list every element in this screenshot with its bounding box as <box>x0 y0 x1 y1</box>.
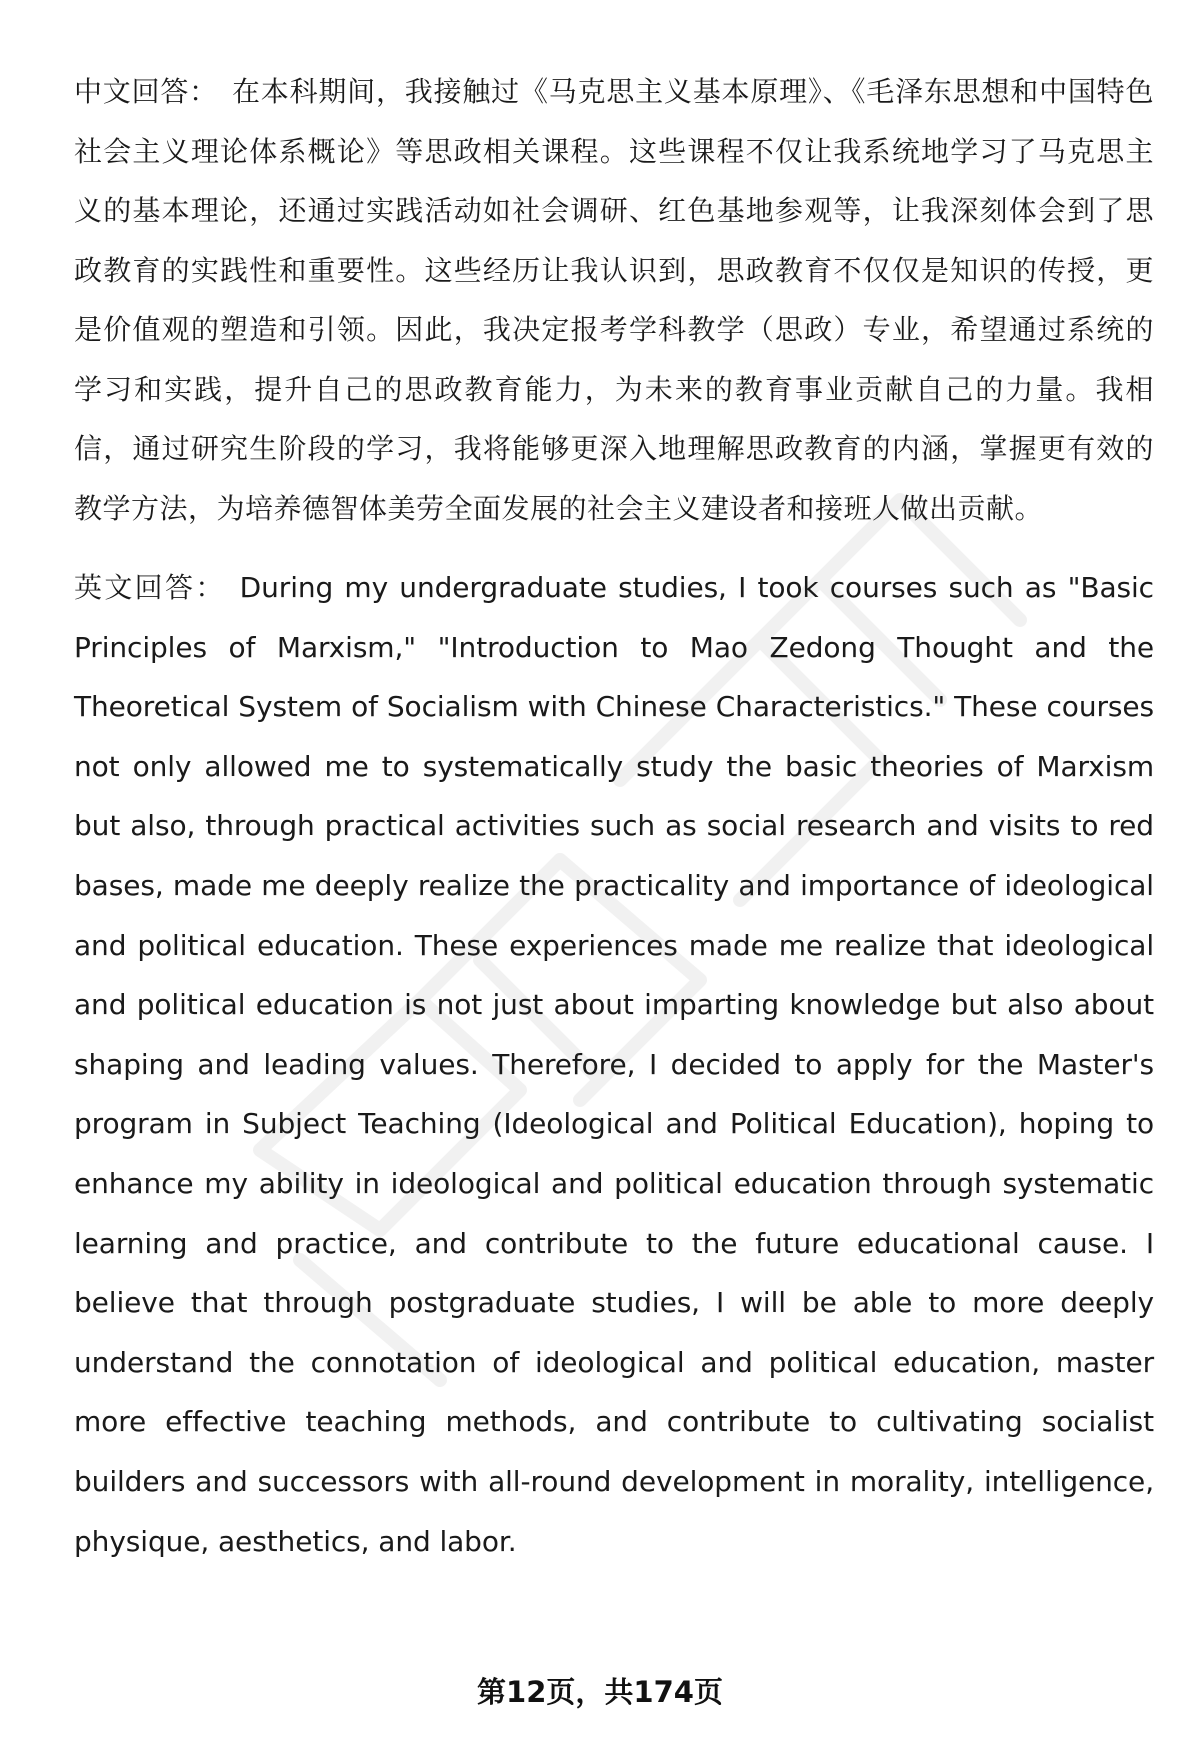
chinese-answer-paragraph <box>74 62 1154 538</box>
english-answer-text: During my undergraduate studies, I took courses such as "Basic Principles of Marxism," "Introduction to Mao Zedong Thought and the Theoretical System of Socialism with Chinese Characteristics." These courses not only allowed me to systematically study the basic theories of Marxism but also, through practical activities such as social research and visits to red bases, made me deeply realize the practicality and importance of ideological and political education. These experiences made me realize that ideological and political education is not just about imparting knowledge but also about shaping and leading values. Therefore, I decided to apply for the Master's program in Subject Teaching (Ideological and Political Education), hoping to enhance my ability in ideological and political education through systematic learning and practice, and contribute to the future educational cause. I believe that through postgraduate studies, I will be able to more deeply understand the connotation of ideological and political education, master more effective teaching methods, and contribute to cultivating socialist builders and successors with all-round development in morality, intelligence, physique, aesthetics, and labor. <box>74 571 1154 1558</box>
english-answer-paragraph <box>74 558 1154 1571</box>
chinese-answer-label: 中文回答： <box>74 75 218 108</box>
page-number-footer: 第12页，共174页 <box>477 1675 723 1709</box>
answer-content <box>74 62 1154 1571</box>
chinese-answer-text: 在本科期间，我接触过《马克思主义基本原理》、《毛泽东思想和中国特色社会主义理论体系概论》等思政相关课程。这些课程不仅让我系统地学习了马克思主义的基本理论，还通过实践活动如社会调研、红色基地参观等，让我深刻体会到了思政教育的实践性和重要性。这些经历让我认识到，思政教育不仅仅是知识的传授，更是价值观的塑造和引领。因此，我决定报考学科教学（思政）专业，希望通过系统的学习和实践，提升自己的思政教育能力，为未来的教育事业贡献自己的力量。我相信，通过研究生阶段的学习，我将能够更深入地理解思政教育的内涵，掌握更有效的教学方法，为培养德智体美劳全面发展的社会主义建设者和接班人做出贡献。 <box>74 75 1154 525</box>
english-answer-label: 英文回答： <box>74 571 226 604</box>
